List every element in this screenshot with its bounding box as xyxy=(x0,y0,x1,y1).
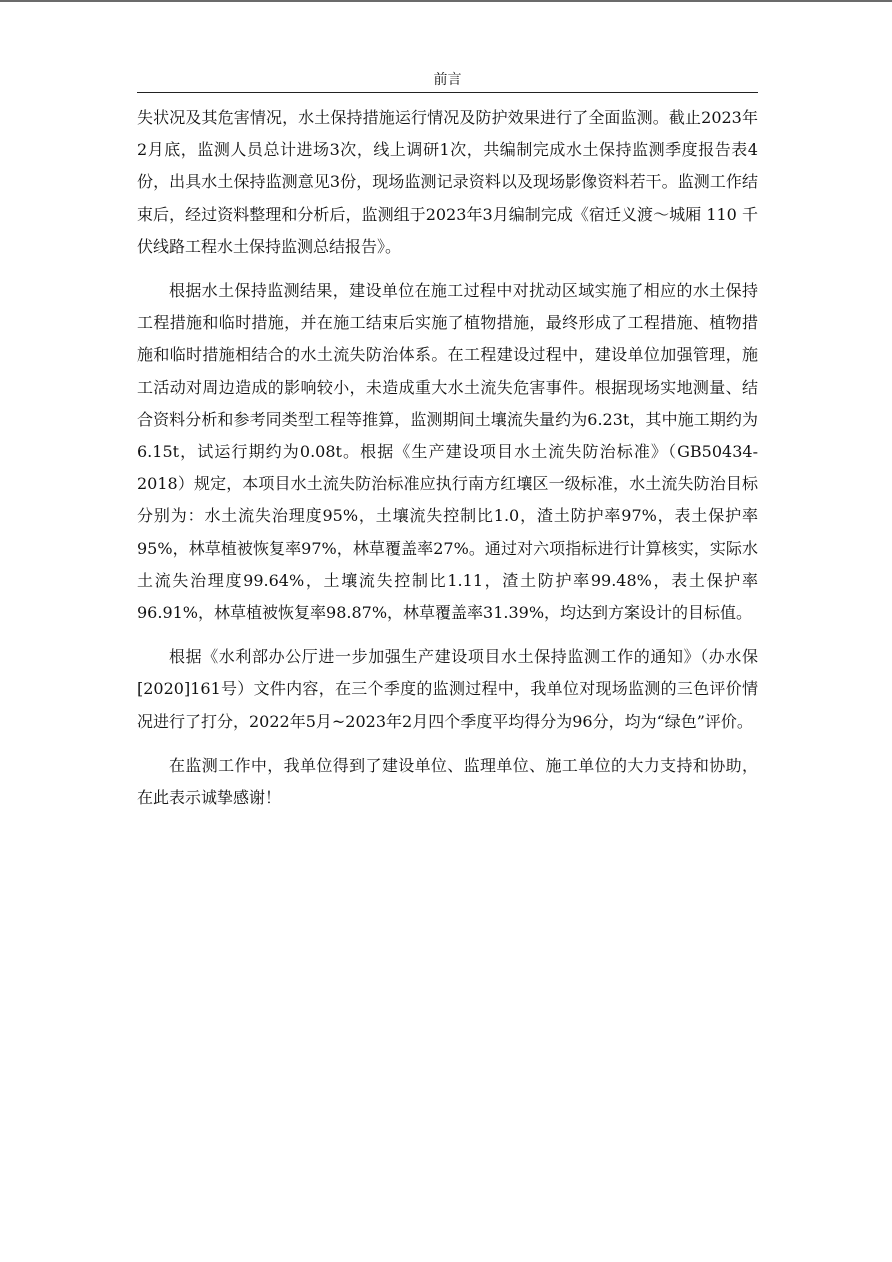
paragraph-monitoring-results: 根据水土保持监测结果，建设单位在施工过程中对扰动区域实施了相应的水土保持工程措施和临时措施，并在施工结束后实施了植物措施，最终形成了工程措施、植物措施和临时措施相结合的水土流失防治体系。在工程建设过程中，建设单位加强管理，施工活动对周边造成的影响较小，未造成重大水土流失危害事件。根据现场实地测量、结合资料分析和参考同类型工程等推算，监测期间土壤流失量约为6.23t，其中施工期约为6.15t，试运行期约为0.08t。根据《生产建设项目水土流失防治标准》（GB50434-2018）规定，本项目水土流失防治标准应执行南方红壤区一级标准，水土流失防治目标分别为：水土流失治理度95%，土壤流失控制比1.0，渣土防护率97%，表土保护率95%，林草植被恢复率97%，林草覆盖率27%。通过对六项指标进行计算核实，实际水土流失治理度99.64%，土壤流失控制比1.11，渣土防护率99.48%，表土保护率96.91%，林草植被恢复率98.87%，林草覆盖率31.39%，均达到方案设计的目标值。 xyxy=(137,281,758,623)
running-header: 前言 xyxy=(433,72,462,88)
paragraph-three-color-evaluation: 根据《水利部办公厅进一步加强生产建设项目水土保持监测工作的通知》（办水保[2020]161号）文件内容，在三个季度的监测过程中，我单位对现场监测的三色评价情况进行了打分，2022年5月~2023年2月四个季度平均得分为96分，均为“绿色”评价。 xyxy=(137,647,758,731)
page-top-edge xyxy=(0,0,892,2)
paragraph-acknowledgement: 在监测工作中，我单位得到了建设单位、监理单位、施工单位的大力支持和协助，在此表示诚挚感谢！ xyxy=(137,755,758,808)
paragraph-continuation: 失状况及其危害情况，水土保持措施运行情况及防护效果进行了全面监测。截止2023年2月底，监测人员总计进场3次，线上调研1次，共编制完成水土保持监测季度报告表4份，出具水土保持监测意见3份，现场监测记录资料以及现场影像资料若干。监测工作结束后，经过资料整理和分析后，监测组于2023年3月编制完成《宿迁义渡～城厢 110 千伏线路工程水土保持监测总结报告》。 xyxy=(137,108,758,256)
document-body xyxy=(137,102,758,826)
header-rule xyxy=(137,92,758,93)
